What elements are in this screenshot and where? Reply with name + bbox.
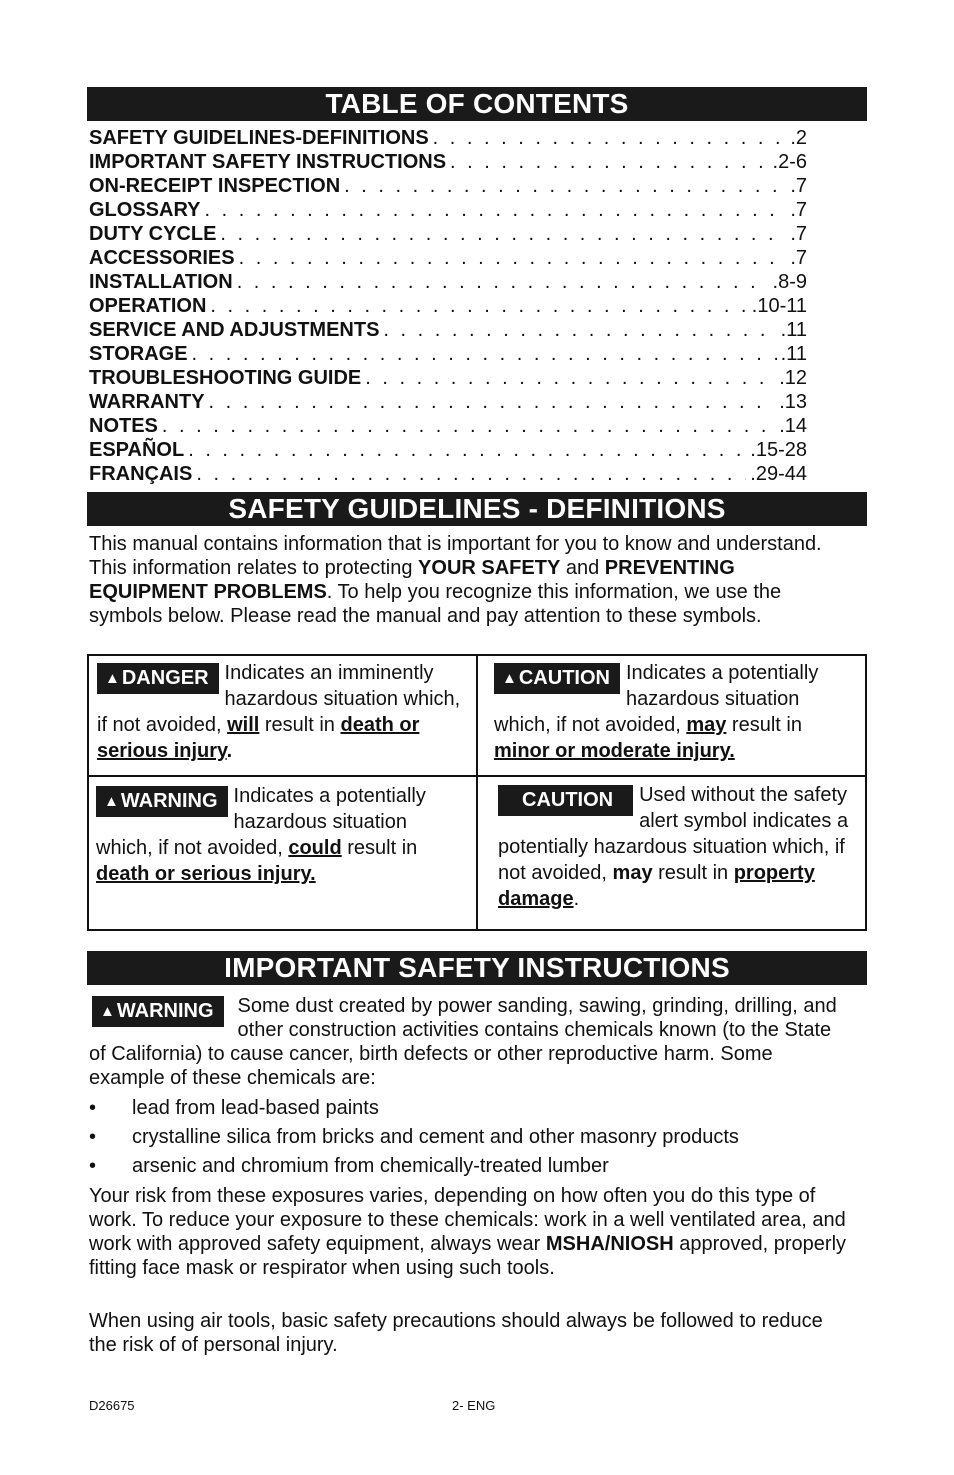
list-item: • arsenic and chromium from chemically-treated lumber	[89, 1153, 849, 1182]
toc-list	[89, 126, 807, 486]
toc-entry-title: STORAGE	[89, 343, 188, 365]
caution-alert-badge: ▲ CAUTION	[494, 663, 620, 694]
danger-badge: ▲ DANGER	[97, 663, 219, 694]
toc-entry-page: .7	[790, 247, 807, 269]
warning-triangle-icon: ▲	[104, 793, 119, 810]
safety-guidelines-intro: This manual contains information that is important for you to know and understand. This information relates to protecting YOUR SAFETY and PREVENTING EQUIPMENT PROBLEMS. To help you recognize this information, we use the symbols below. Please read the manual and pay attention to these symbols.	[89, 533, 822, 627]
toc-entry-title: FRANÇAIS	[89, 463, 193, 485]
warning-triangle-icon: ▲	[105, 670, 120, 687]
caution-plain-definition: CAUTION Used without the safety alert symbol indicates a potentially hazardous situation which, if not avoided, may result in property damage.	[498, 784, 849, 910]
toc-entry-title: SERVICE AND ADJUSTMENTS	[89, 319, 380, 341]
toc-entry	[89, 390, 807, 414]
safety-guidelines-heading: SAFETY GUIDELINES - DEFINITIONS	[87, 492, 867, 526]
toc-dot-leader	[344, 174, 786, 198]
bullet-glyph: •	[89, 1155, 97, 1177]
toc-dot-leader	[196, 462, 746, 486]
toc-entry	[89, 270, 807, 294]
toc-entry	[89, 318, 807, 342]
toc-entry	[89, 462, 807, 486]
toc-entry-title: NOTES	[89, 415, 158, 437]
toc-dot-leader	[220, 222, 786, 246]
air-tools-paragraph: When using air tools, basic safety precautions should always be followed to reduce the risk of of personal injury.	[89, 1310, 823, 1356]
table-divider-horizontal	[89, 775, 865, 777]
toc-entry	[89, 366, 807, 390]
toc-dot-leader	[162, 414, 775, 438]
toc-entry-page: .10-11	[751, 295, 807, 317]
toc-entry-page: .15-28	[750, 439, 807, 461]
toc-entry-title: ESPAÑOL	[89, 439, 185, 461]
toc-entry-page: .13	[779, 391, 807, 413]
toc-dot-leader	[209, 390, 776, 414]
signal-word-definitions-table	[87, 654, 867, 931]
toc-dot-leader	[210, 294, 747, 318]
toc-entry-page: .29-44	[750, 463, 807, 485]
list-item: • crystalline silica from bricks and cement and other masonry products	[89, 1124, 849, 1153]
toc-entry	[89, 126, 807, 150]
toc-dot-leader	[450, 150, 768, 174]
toc-entry	[89, 246, 807, 270]
toc-entry	[89, 198, 807, 222]
toc-dot-leader	[188, 438, 746, 462]
caution-plain-badge: CAUTION	[498, 785, 633, 816]
list-item: • lead from lead-based paints	[89, 1095, 849, 1124]
toc-entry-title: ACCESSORIES	[89, 247, 235, 269]
bullet-glyph: •	[89, 1097, 97, 1119]
toc-entry	[89, 174, 807, 198]
toc-entry	[89, 222, 807, 246]
toc-entry-page: .2	[790, 127, 807, 149]
toc-entry-page: .7	[790, 223, 807, 245]
toc-entry-page: .12	[779, 367, 807, 389]
toc-entry-title: TROUBLESHOOTING GUIDE	[89, 367, 362, 389]
toc-dot-leader	[205, 198, 787, 222]
warning-badge: ▲ WARNING	[92, 996, 224, 1027]
california-warning: ▲ WARNING Some dust created by power sanding, sawing, grinding, drilling, and other construction activities contains chemicals known (to the State of California) to cause cancer, birth defects or other reproductive harm. Some example of these chemicals are:	[89, 995, 837, 1089]
toc-entry-page: .7	[790, 175, 807, 197]
toc-entry	[89, 294, 807, 318]
toc-entry-title: DUTY CYCLE	[89, 223, 217, 245]
toc-dot-leader	[239, 246, 787, 270]
toc-dot-leader	[237, 270, 769, 294]
chemical-list	[89, 1095, 849, 1182]
warning-definition: ▲ WARNING Indicates a potentially hazardous situation which, if not avoided, could result in death or serious injury.	[96, 785, 426, 885]
bullet-glyph: •	[89, 1126, 97, 1148]
toc-entry-title: IMPORTANT SAFETY INSTRUCTIONS	[89, 151, 447, 173]
toc-dot-leader	[192, 342, 777, 366]
toc-entry-title: OPERATION	[89, 295, 207, 317]
toc-dot-leader	[433, 126, 787, 150]
toc-entry-title: GLOSSARY	[89, 199, 201, 221]
document-number: D26675	[89, 1398, 135, 1413]
important-safety-heading: IMPORTANT SAFETY INSTRUCTIONS	[87, 951, 867, 985]
toc-entry	[89, 342, 807, 366]
toc-entry-page: .14	[779, 415, 807, 437]
caution-alert-definition: ▲ CAUTION Indicates a potentially hazardous situation which, if not avoided, may result in minor or moderate injury.	[494, 662, 819, 762]
toc-entry-page: .11	[780, 319, 807, 341]
toc-entry-page: .2-6	[772, 151, 807, 173]
toc-dot-leader	[383, 318, 776, 342]
toc-entry	[89, 414, 807, 438]
warning-triangle-icon: ▲	[502, 670, 517, 687]
table-divider-vertical	[476, 656, 478, 929]
exposure-risk-paragraph: Your risk from these exposures varies, depending on how often you do this type of work. To reduce your exposure to these chemicals: work in a well ventilated area, and work with approved safety equipment, always wear MSHA/NIOSH approved, properly fitting face mask or respirator when using such tools.	[89, 1185, 847, 1279]
warning-badge: ▲ WARNING	[96, 786, 228, 817]
toc-entry-page: .7	[790, 199, 807, 221]
toc-dot-leader	[365, 366, 775, 390]
toc-entry-title: INSTALLATION	[89, 271, 233, 293]
toc-entry-title: SAFETY GUIDELINES-DEFINITIONS	[89, 127, 429, 149]
toc-heading: TABLE OF CONTENTS	[87, 87, 867, 121]
page-number: 2- ENG	[452, 1398, 496, 1413]
toc-entry-page: .8-9	[772, 271, 807, 293]
warning-triangle-icon: ▲	[100, 1003, 115, 1020]
toc-entry-title: ON-RECEIPT INSPECTION	[89, 175, 341, 197]
toc-entry-title: WARRANTY	[89, 391, 205, 413]
danger-definition: ▲ DANGER Indicates an imminently hazardous situation which, if not avoided, will result in death or serious injury.	[97, 662, 461, 762]
toc-entry-page: .11	[780, 343, 807, 365]
toc-entry	[89, 150, 807, 174]
toc-entry	[89, 438, 807, 462]
